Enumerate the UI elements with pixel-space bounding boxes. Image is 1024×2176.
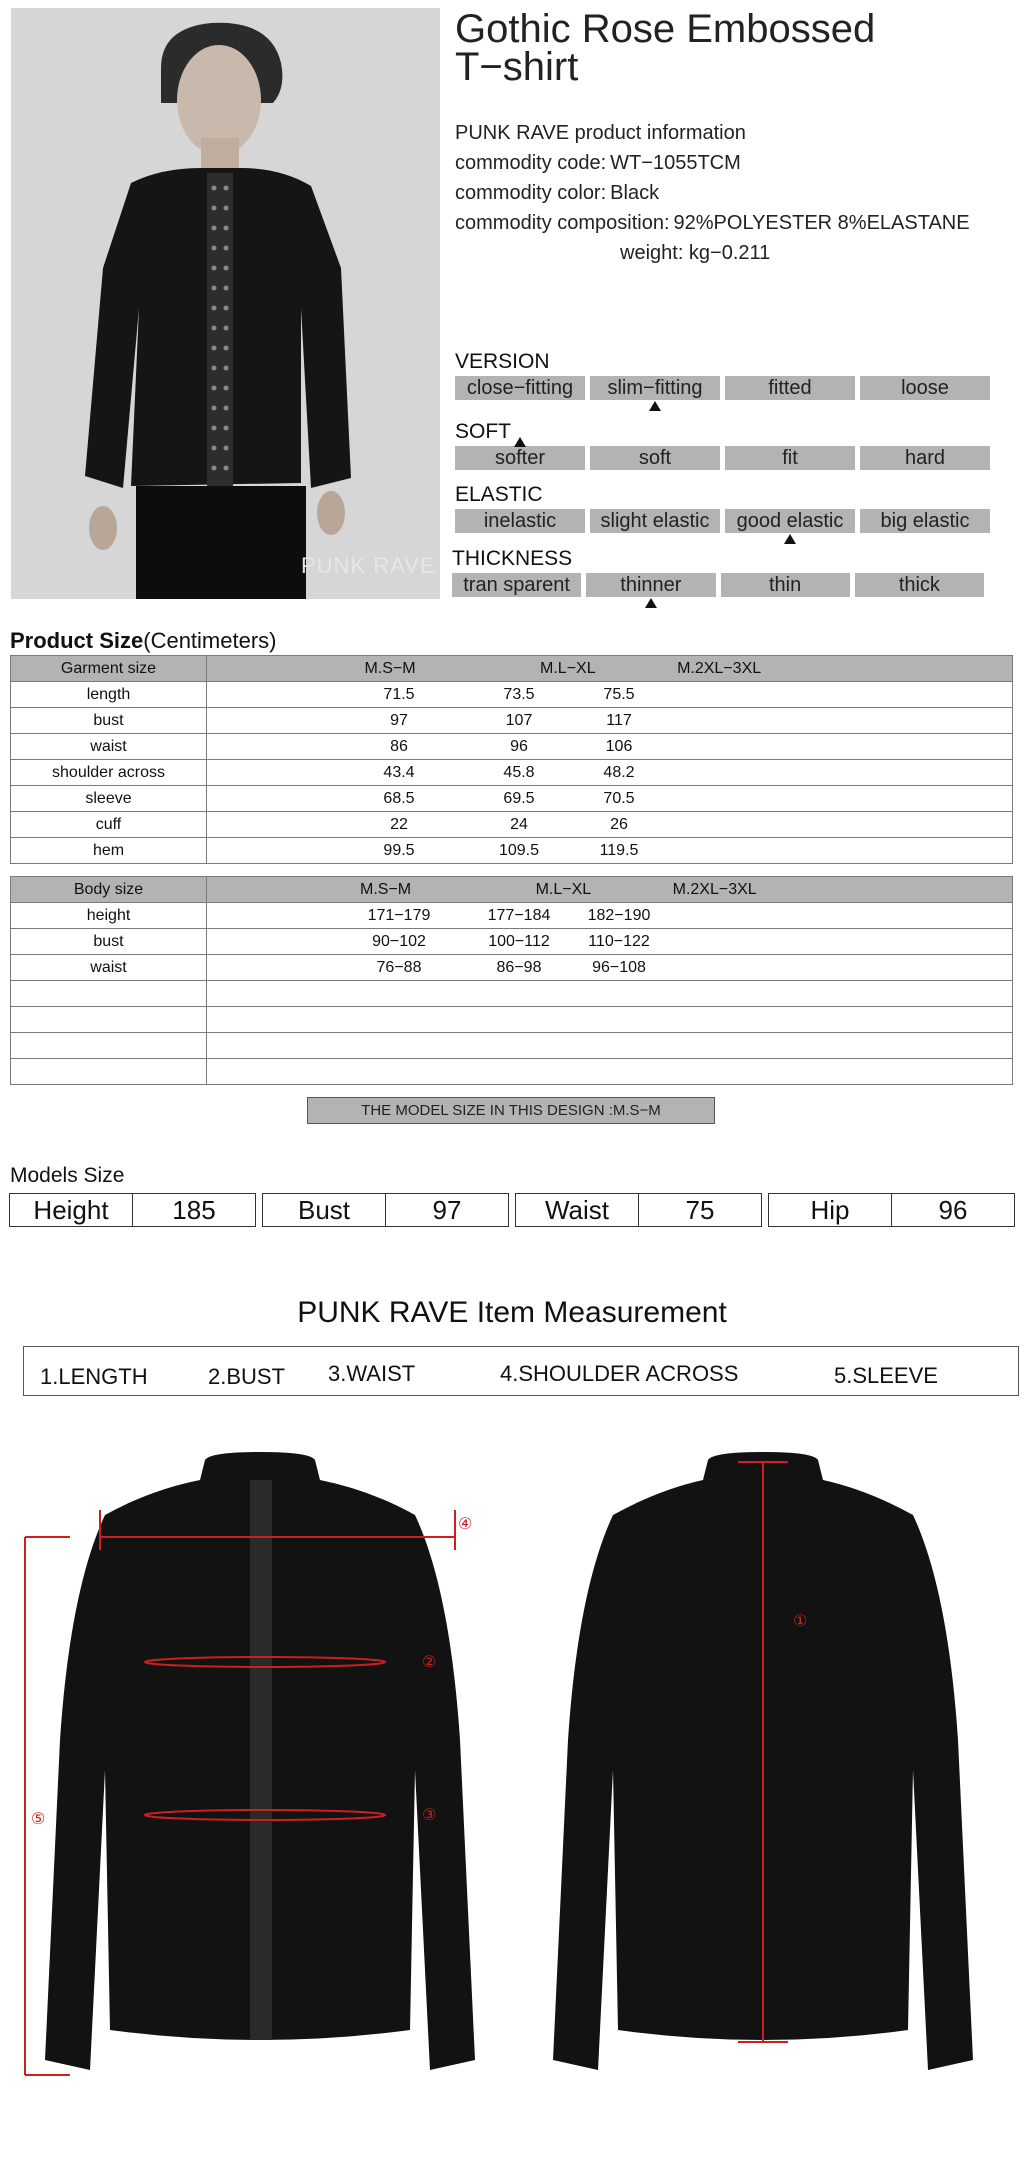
row-label: cuff — [11, 812, 207, 838]
row-label: height — [11, 903, 207, 929]
marker-3: ③ — [422, 1805, 437, 1824]
attr-option: softer — [455, 446, 585, 470]
row-label: waist — [11, 955, 207, 981]
attr-soft-title: SOFT — [455, 420, 511, 443]
table-row — [11, 1033, 1013, 1059]
attr-option: fitted — [725, 376, 855, 400]
cell-value: 177−184 — [487, 906, 551, 924]
cell-value: 109.5 — [498, 841, 540, 859]
attr-option: fit — [725, 446, 855, 470]
cell-value: 107 — [505, 711, 533, 729]
attr-option: slight elastic — [590, 509, 720, 533]
attr-version-title: VERSION — [455, 350, 550, 373]
legend-bust: 2.BUST — [208, 1364, 286, 1389]
model-hip: Hip 96 — [768, 1193, 1015, 1227]
selected-marker-icon — [645, 598, 657, 608]
attr-option: close−fitting — [455, 376, 585, 400]
row-values — [207, 1007, 1013, 1033]
table-row — [11, 981, 1013, 1007]
commodity-composition: 92%POLYESTER 8%ELASTANE — [673, 212, 970, 234]
cell-value: 100−112 — [488, 932, 550, 950]
row-values — [207, 682, 1013, 708]
row-label — [11, 981, 207, 1007]
table-row — [11, 929, 1013, 955]
row-values — [207, 1059, 1013, 1085]
legend-sleeve: 5.SLEEVE — [834, 1363, 938, 1388]
product-info — [455, 118, 970, 268]
table-row — [11, 1007, 1013, 1033]
cell-value: 68.5 — [383, 789, 415, 807]
product-photo — [11, 8, 440, 599]
cell-value: 48.2 — [603, 763, 635, 781]
legend-length: 1.LENGTH — [40, 1364, 148, 1389]
product-size-title: Product Size(Centimeters) — [10, 628, 277, 653]
measurement-legend — [23, 1346, 1019, 1396]
legend-shoulder-across: 4.SHOULDER ACROSS — [500, 1361, 739, 1386]
header-cell: Body size — [11, 877, 207, 903]
table-row — [11, 760, 1013, 786]
table-row — [11, 786, 1013, 812]
brand-line: PUNK RAVE product information — [455, 122, 746, 144]
cell-value: 73.5 — [503, 685, 535, 703]
cell-value: 110−122 — [588, 932, 650, 950]
garment-size-table — [10, 655, 1013, 864]
cell-value: 71.5 — [383, 685, 415, 703]
cell-value: 70.5 — [603, 789, 635, 807]
attr-elastic — [455, 483, 990, 533]
attr-version-scale — [455, 376, 990, 400]
marker-5: ⑤ — [31, 1809, 46, 1828]
row-values — [207, 1033, 1013, 1059]
cell-value: 96−108 — [592, 958, 646, 976]
cell-value: 182−190 — [587, 906, 651, 924]
commodity-color-row — [455, 178, 970, 208]
attr-option: good elastic — [725, 509, 855, 533]
cell-value: 69.5 — [503, 789, 535, 807]
table-row — [11, 903, 1013, 929]
product-size-unit: (Centimeters) — [143, 628, 277, 653]
table-row — [11, 682, 1013, 708]
table-row — [11, 838, 1013, 864]
row-values — [207, 981, 1013, 1007]
commodity-color-label: commodity color: — [455, 182, 607, 204]
cell-value: 86 — [390, 737, 408, 755]
row-label: hem — [11, 838, 207, 864]
row-label: bust — [11, 929, 207, 955]
attr-option: thin — [721, 573, 850, 597]
attr-soft — [455, 420, 990, 470]
weight: weight: kg−0.211 — [620, 242, 771, 264]
header-cell: Garment size — [11, 656, 207, 682]
cell-value: 24 — [510, 815, 528, 833]
row-values — [207, 903, 1013, 929]
attr-elastic-title: ELASTIC — [455, 483, 543, 506]
marker-2: ② — [422, 1652, 437, 1671]
cell-value: 97 — [390, 711, 408, 729]
row-values — [207, 760, 1013, 786]
cell-value: 76−88 — [376, 958, 422, 976]
row-values — [207, 838, 1013, 864]
table-row — [11, 734, 1013, 760]
row-values — [207, 734, 1013, 760]
attr-option: big elastic — [860, 509, 990, 533]
attr-option: thick — [855, 573, 984, 597]
attr-option: soft — [590, 446, 720, 470]
model-waist: Waist 75 — [515, 1193, 762, 1227]
commodity-composition-label: commodity composition: — [455, 212, 670, 234]
commodity-color: Black — [610, 182, 660, 204]
back-garment-diagram — [538, 1440, 998, 2100]
cell-value: 99.5 — [383, 841, 415, 859]
measurement-title: PUNK RAVE Item Measurement — [297, 1296, 727, 1329]
marker-1: ① — [793, 1611, 808, 1630]
table-row — [11, 708, 1013, 734]
row-values — [207, 929, 1013, 955]
commodity-code-row — [455, 148, 970, 178]
selected-marker-icon — [649, 401, 661, 411]
attr-version — [455, 350, 990, 400]
table-header-row — [11, 656, 1013, 682]
cell-value: 26 — [610, 815, 628, 833]
models-size-title: Models Size — [10, 1164, 125, 1187]
model-size-note: THE MODEL SIZE IN THIS DESIGN :M.S−M — [307, 1097, 715, 1124]
cell-value: 171−179 — [367, 906, 431, 924]
cell-value: 106 — [605, 737, 633, 755]
attr-option: loose — [860, 376, 990, 400]
attr-thickness-title: THICKNESS — [452, 547, 573, 570]
attr-soft-scale — [455, 446, 990, 470]
cell-value: 117 — [606, 711, 632, 729]
commodity-composition-row — [455, 208, 970, 238]
legend-waist: 3.WAIST — [328, 1361, 416, 1386]
row-label: bust — [11, 708, 207, 734]
product-title: Gothic Rose Embossed T−shirt — [455, 7, 876, 89]
models-size-row — [9, 1193, 1015, 1227]
commodity-code: WT−1055TCM — [610, 152, 741, 174]
row-label — [11, 1007, 207, 1033]
model-bust: Bust 97 — [262, 1193, 509, 1227]
row-values — [207, 812, 1013, 838]
cell-value: 96 — [510, 737, 528, 755]
cell-value: 22 — [390, 815, 408, 833]
row-label: waist — [11, 734, 207, 760]
attr-thickness-scale — [452, 573, 984, 597]
attr-option: hard — [860, 446, 990, 470]
watermark: PUNK RAVE — [301, 553, 436, 578]
selected-marker-icon — [514, 437, 526, 447]
row-label — [11, 1059, 207, 1085]
header-cell: M.S−M M.L−XL M.2XL−3XL — [207, 877, 1013, 903]
row-values — [207, 786, 1013, 812]
row-label: sleeve — [11, 786, 207, 812]
row-label: shoulder across — [11, 760, 207, 786]
cell-value: 75.5 — [603, 685, 635, 703]
table-row — [11, 1059, 1013, 1085]
attr-option: tran sparent — [452, 573, 581, 597]
front-garment-diagram — [10, 1440, 510, 2100]
cell-value: 86−98 — [496, 958, 542, 976]
attr-option: thinner — [586, 573, 715, 597]
table-header-row — [11, 877, 1013, 903]
selected-marker-icon — [784, 534, 796, 544]
cell-value: 90−102 — [372, 932, 426, 950]
row-values — [207, 708, 1013, 734]
row-label — [11, 1033, 207, 1059]
attr-elastic-scale — [455, 509, 990, 533]
marker-4: ④ — [458, 1514, 473, 1533]
cell-value: 43.4 — [383, 763, 415, 781]
body-size-table — [10, 876, 1013, 1085]
lace-strip — [250, 1480, 272, 2040]
table-row — [11, 955, 1013, 981]
attr-thickness — [452, 547, 984, 597]
row-label: length — [11, 682, 207, 708]
cell-value: 119.5 — [599, 841, 639, 859]
attr-option: inelastic — [455, 509, 585, 533]
table-row — [11, 812, 1013, 838]
header-cell: M.S−M M.L−XL M.2XL−3XL — [207, 656, 1013, 682]
attr-option: slim−fitting — [590, 376, 720, 400]
row-values — [207, 955, 1013, 981]
commodity-code-label: commodity code: — [455, 152, 607, 174]
model-height: Height 185 — [9, 1193, 256, 1227]
cell-value: 45.8 — [503, 763, 535, 781]
